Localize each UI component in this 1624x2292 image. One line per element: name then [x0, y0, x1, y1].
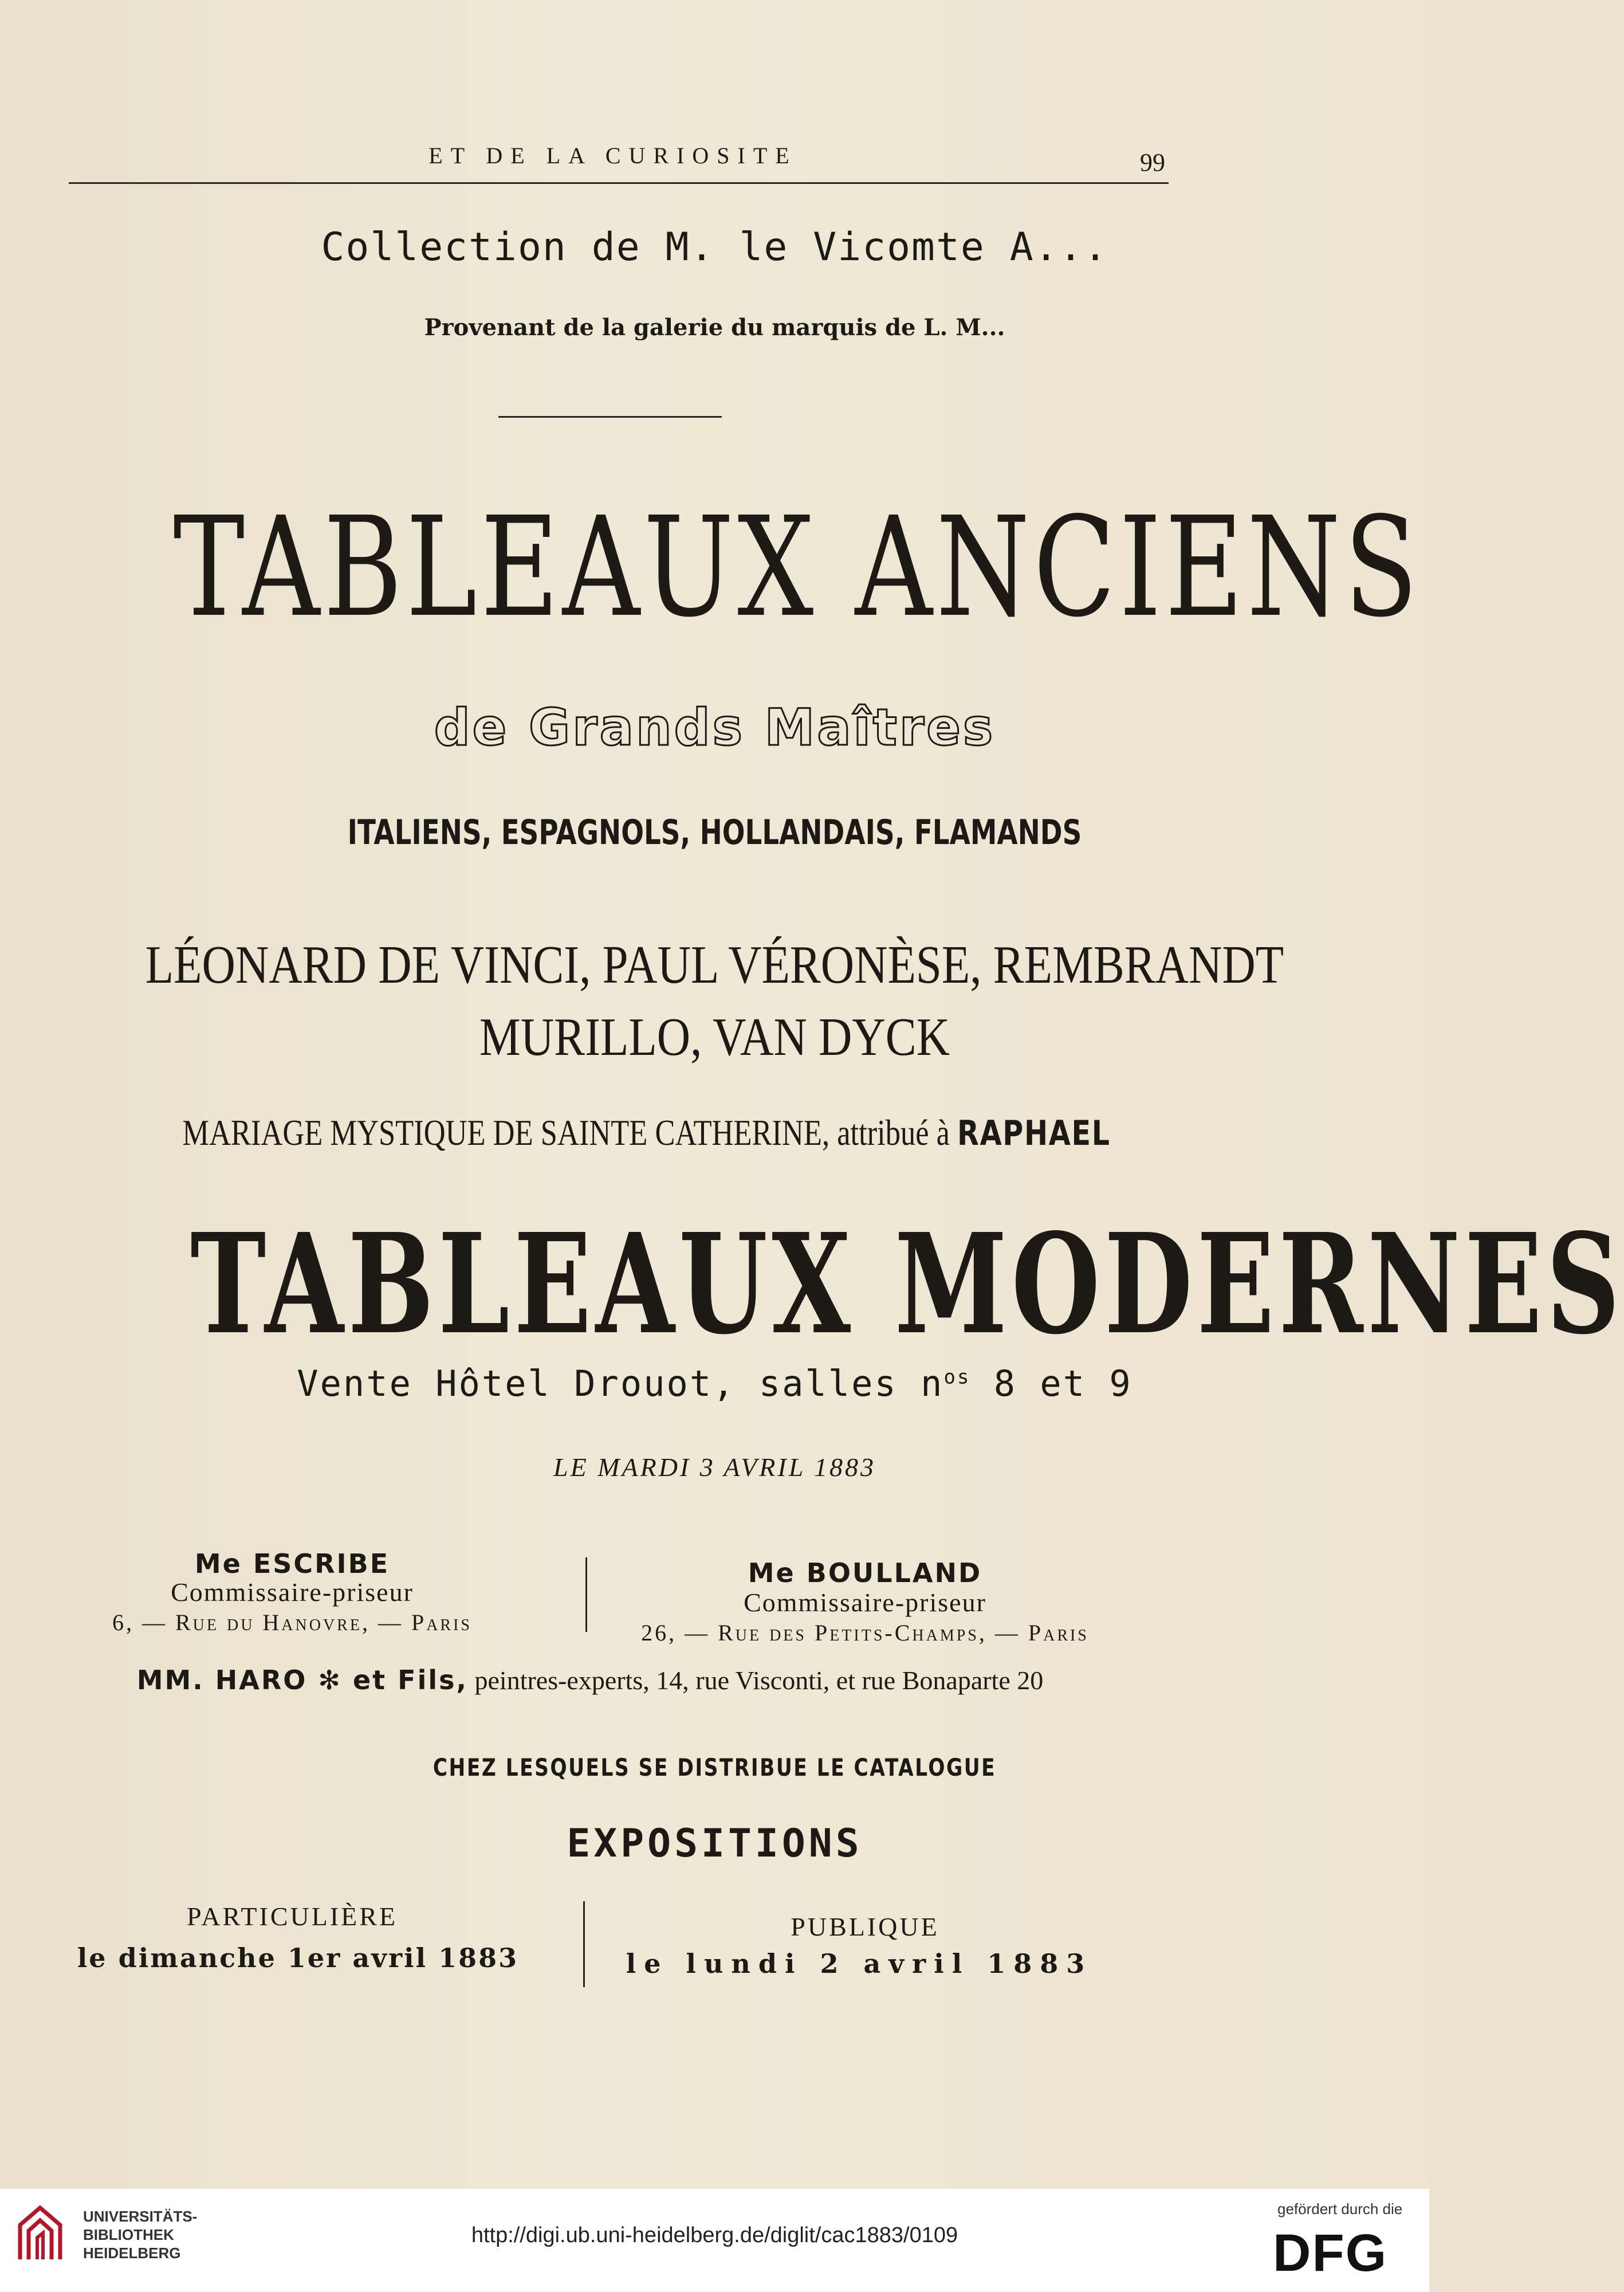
mariage-mystique-line	[182, 1112, 1111, 1154]
right-auctioneer-name: Me BOULLAND	[748, 1557, 982, 1588]
institution-line: BIBLIOTHEK	[83, 2226, 174, 2243]
vente-superscript: os	[943, 1365, 971, 1389]
vente-prefix: Vente Hôtel Drouot, salles n	[297, 1363, 944, 1404]
header-rule	[69, 182, 1169, 184]
headline-tableaux-anciens: TABLEAUX ANCIENS	[173, 487, 1422, 647]
exposition-divider	[583, 1901, 585, 1987]
collection-title: Collection de M. le Vicomte A...	[321, 225, 1108, 270]
vente-line	[0, 1363, 1429, 1404]
experts-line	[92, 1665, 1088, 1696]
left-auctioneer-role: Commissaire-priseur	[171, 1577, 414, 1607]
page-number: 99	[1140, 148, 1165, 176]
exposition-public-label: PUBLIQUE	[791, 1912, 939, 1941]
exposition-public-date: le lundi 2 avril 1883	[626, 1948, 1093, 1979]
artists-line-2: MURILLO, VAN DYCK	[479, 1007, 950, 1067]
sale-date: LE MARDI 3 AVRIL 1883	[553, 1453, 876, 1482]
headline-tableaux-modernes: TABLEAUX MODERNES	[190, 1203, 1624, 1365]
catalogue-note: CHEZ LESQUELS SE DISTRIBUE LE CATALOGUE	[432, 1753, 997, 1781]
dfg-logo: DFG	[1273, 2224, 1388, 2282]
permalink-url[interactable]: http://digi.ub.uni-heidelberg.de/diglit/cac1883/0109	[471, 2223, 958, 2247]
sponsor-note: gefördert durch die	[1277, 2200, 1403, 2218]
provenance-line: Provenant de la galerie du marquis de L. M...	[424, 314, 1005, 341]
left-auctioneer-name: Me ESCRIBE	[194, 1548, 390, 1579]
expositions-title: EXPOSITIONS	[567, 1821, 863, 1866]
column-divider	[585, 1557, 587, 1632]
mariage-text: MARIAGE MYSTIQUE DE SAINTE CATHERINE, attribué à	[182, 1112, 950, 1153]
right-auctioneer-address: 26, — Rue des Petits-Champs, — Paris	[641, 1620, 1089, 1646]
schools-line: ITALIENS, ESPAGNOLS, HOLLANDAIS, FLAMANDS	[347, 813, 1082, 853]
experts-details: peintres-experts, 14, rue Visconti, et rue Bonaparte 20	[468, 1666, 1044, 1695]
exposition-private-date: le dimanche 1er avril 1883	[77, 1942, 519, 1973]
institution-line: UNIVERSITÄTS-	[83, 2208, 198, 2225]
left-auctioneer-address: 6, — Rue du Hanovre, — Paris	[112, 1610, 473, 1635]
separator-rule	[498, 416, 722, 418]
running-head: ET DE LA CURIOSITE	[428, 143, 797, 168]
right-auctioneer-role: Commissaire-priseur	[744, 1588, 986, 1617]
vente-suffix: 8 et 9	[970, 1363, 1133, 1404]
subtitle-grands-maitres: de Grands Maîtres	[434, 698, 996, 757]
exposition-private-label: PARTICULIÈRE	[186, 1902, 398, 1931]
artists-line-1: LÉONARD DE VINCI, PAUL VÉRONÈSE, REMBRANDT	[145, 935, 1284, 995]
mariage-artist: RAPHAEL	[957, 1113, 1111, 1153]
institution-line: HEIDELBERG	[83, 2244, 181, 2262]
experts-names: MM. HARO ✻ et Fils,	[136, 1665, 468, 1696]
